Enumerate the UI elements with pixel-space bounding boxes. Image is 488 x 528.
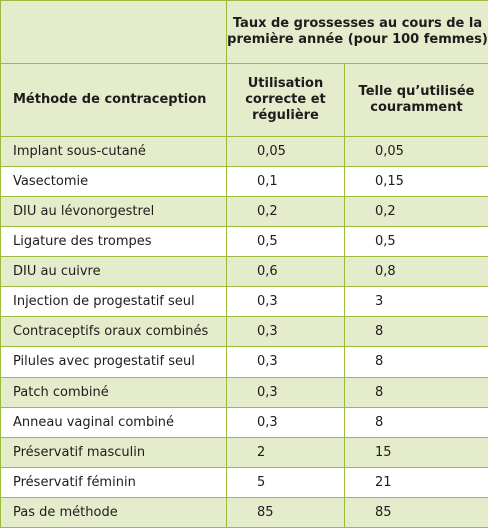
header-empty-cell [1,1,227,64]
cell-current-use: 0,2 [345,197,488,227]
cell-current-use: 8 [345,377,488,407]
table-row [1,197,488,227]
cell-method: Préservatif masculin [1,437,227,467]
cell-correct-use: 0,3 [227,377,345,407]
cell-correct-use: 0,3 [227,317,345,347]
cell-current-use: 8 [345,317,488,347]
cell-current-use: 21 [345,467,488,497]
cell-method: Contraceptifs oraux combinés [1,317,227,347]
cell-correct-use: 2 [227,437,345,467]
table-row [1,317,488,347]
cell-correct-use: 0,6 [227,257,345,287]
cell-correct-use: 0,05 [227,137,345,167]
cell-current-use: 0,8 [345,257,488,287]
cell-method: Injection de progestatif seul [1,287,227,317]
cell-current-use: 0,15 [345,167,488,197]
cell-method: DIU au cuivre [1,257,227,287]
table-row [1,377,488,407]
table-row [1,407,488,437]
cell-method: Patch combiné [1,377,227,407]
cell-method: Pas de méthode [1,497,227,527]
table-row [1,497,488,527]
cell-method: Vasectomie [1,167,227,197]
header-row-group [1,1,488,64]
cell-correct-use: 0,3 [227,407,345,437]
table-row [1,347,488,377]
table-row [1,227,488,257]
cell-method: Implant sous-cutané [1,137,227,167]
cell-correct-use: 0,3 [227,347,345,377]
cell-method: Anneau vaginal combiné [1,407,227,437]
table-body [1,137,488,528]
cell-current-use: 8 [345,347,488,377]
cell-method: Préservatif féminin [1,467,227,497]
cell-method: Pilules avec progestatif seul [1,347,227,377]
cell-correct-use: 85 [227,497,345,527]
cell-method: Ligature des trompes [1,227,227,257]
table-header [1,1,488,137]
table-row [1,167,488,197]
cell-correct-use: 0,1 [227,167,345,197]
table-row [1,287,488,317]
header-current-use: Telle qu’utilisée couramment [345,64,488,137]
cell-correct-use: 5 [227,467,345,497]
header-method: Méthode de contraception [1,64,227,137]
table-row [1,137,488,167]
cell-method: DIU au lévonorgestrel [1,197,227,227]
table-row [1,467,488,497]
table-row [1,437,488,467]
cell-current-use: 3 [345,287,488,317]
header-group-title: Taux de grossesses au cours de la première année (pour 100 femmes) [227,1,488,64]
cell-current-use: 8 [345,407,488,437]
cell-correct-use: 0,5 [227,227,345,257]
table-row [1,257,488,287]
cell-correct-use: 0,2 [227,197,345,227]
header-row-columns [1,64,488,137]
cell-current-use: 15 [345,437,488,467]
cell-current-use: 0,05 [345,137,488,167]
header-correct-use: Utilisation correcte et régulière [227,64,345,137]
cell-current-use: 85 [345,497,488,527]
cell-current-use: 0,5 [345,227,488,257]
cell-correct-use: 0,3 [227,287,345,317]
